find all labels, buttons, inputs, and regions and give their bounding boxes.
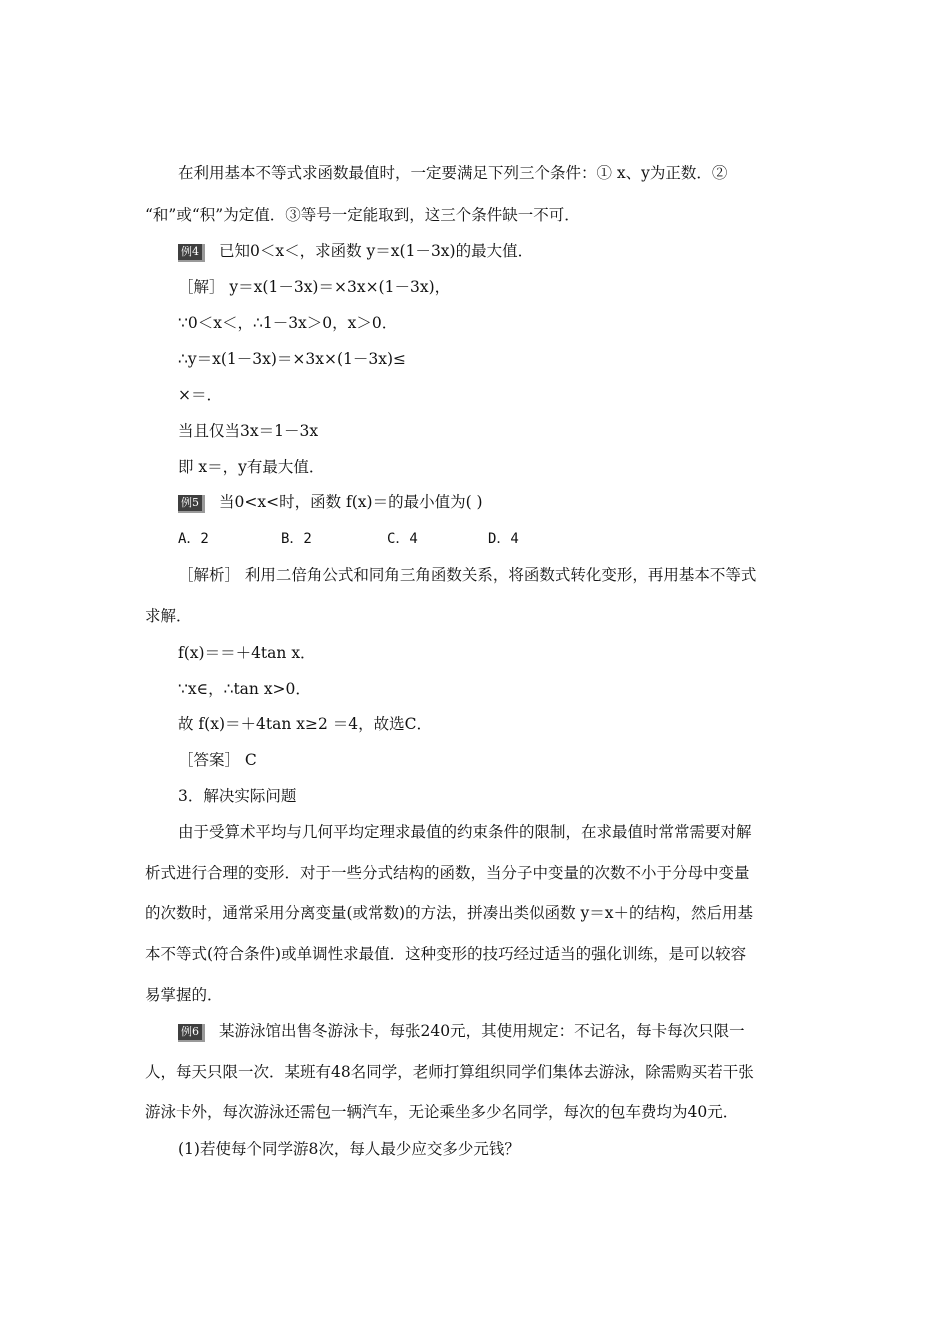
- example-5-analysis-2: 求解．: [145, 607, 192, 625]
- example-5-options: [178, 529, 519, 549]
- example-4-solution-6: 即 x＝，y有最大值．: [178, 458, 325, 476]
- example-6-question-text: 某游泳馆出售冬游泳卡，每张240元，其使用规定：不记名，每卡每次只限一: [219, 1022, 745, 1040]
- example-6-question-2: 人，每天只限一次．某班有48名同学，老师打算组织同学们集体去游泳，除需购买若干张: [145, 1063, 754, 1081]
- section-3-line-1: 由于受算术平均与几何平均定理求最值的约束条件的限制，在求最值时常常需要对解: [178, 823, 752, 841]
- section-3-line-3: 的次数时，通常采用分离变量(或常数)的方法，拼凑出类似函数 y＝x＋的结构，然后用基: [145, 904, 754, 922]
- example-5-badge: 例5: [178, 495, 205, 513]
- example-6-question-4: (1)若使每个同学游8次，每人最少应交多少元钱？: [178, 1140, 520, 1158]
- example-5-answer: ［答案］ C: [178, 751, 257, 769]
- section-3-line-5: 易掌握的．: [145, 986, 223, 1004]
- section-3-line-2: 析式进行合理的变形．对于一些分式结构的函数，当分子中变量的次数不小于分母中变量: [145, 864, 750, 882]
- example-4-solution-4: ×＝．: [178, 386, 222, 404]
- example-5-question: [178, 492, 483, 513]
- section-3-title: 3．解决实际问题: [178, 787, 297, 805]
- example-5-question-text: 当0<x<时，函数 f(x)＝的最小值为( ): [219, 493, 483, 511]
- example-5-step-1: f(x)＝＝＋4tan x．: [178, 644, 316, 662]
- example-6-question-3: 游泳卡外，每次游泳还需包一辆汽车，无论乘坐多少名同学，每次的包车费均为40元．: [145, 1103, 739, 1121]
- example-5-analysis-1: ［解析］ 利用二倍角公式和同角三角函数关系，将函数式转化变形，再用基本不等式: [178, 566, 757, 584]
- intro-line-2: “和”或“积”为定值．③等号一定能取到，这三个条件缺一不可．: [145, 206, 580, 224]
- example-6-question-1: [178, 1021, 745, 1042]
- example-4-solution-5: 当且仅当3x＝1－3x: [178, 422, 319, 440]
- intro-line-1: 在利用基本不等式求函数最值时，一定要满足下列三个条件：① x、y为正数．②: [178, 164, 728, 182]
- example-4-question-text: 已知0＜x＜，求函数 y＝x(1－3x)的最大值．: [219, 242, 534, 260]
- example-4-solution-3: ∴y＝x(1－3x)＝×3x×(1－3x)≤: [178, 350, 407, 368]
- section-3-line-4: 本不等式(符合条件)或单调性求最值．这种变形的技巧经过适当的强化训练，是可以较容: [145, 945, 747, 963]
- example-6-badge: 例6: [178, 1024, 205, 1042]
- example-4-solution-2: ∵0＜x＜，∴1－3x＞0，x＞0．: [178, 314, 398, 332]
- option-c: C．4: [387, 531, 418, 547]
- example-4-badge: 例4: [178, 244, 205, 262]
- example-5-step-3: 故 f(x)＝＋4tan x≥2 ＝4，故选C．: [178, 715, 432, 733]
- option-a: A．2: [178, 531, 209, 547]
- example-4-solution-1: ［解］ y＝x(1－3x)＝×3x×(1－3x)，: [178, 278, 451, 296]
- option-d: D．4: [488, 531, 519, 547]
- example-5-step-2: ∵x∈，∴tan x>0．: [178, 680, 311, 698]
- option-b: B．2: [281, 531, 312, 547]
- example-4-question: [178, 241, 533, 262]
